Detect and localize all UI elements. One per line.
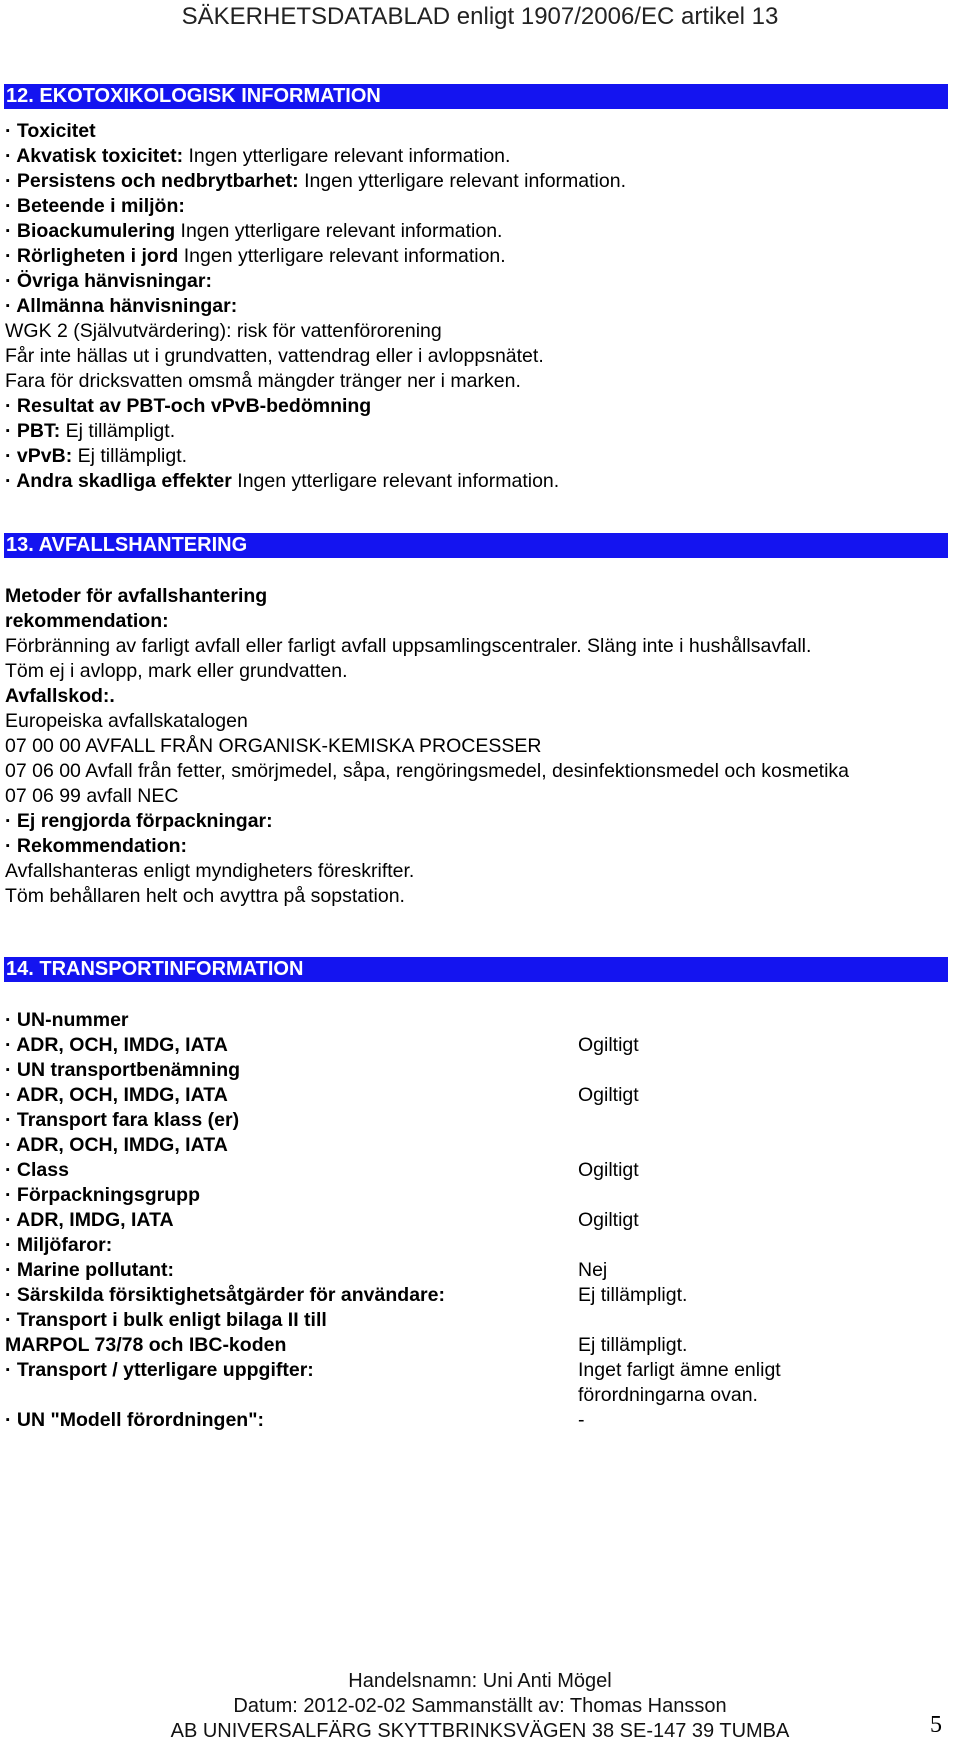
text-line bbox=[5, 394, 950, 419]
section-14-heading: 14. TRANSPORTINFORMATION bbox=[4, 957, 948, 982]
table-row bbox=[5, 1283, 950, 1308]
table-row bbox=[5, 1358, 950, 1408]
table-row bbox=[5, 1308, 950, 1333]
line-text: Förbränning av farligt avfall eller farligt avfall uppsamlingscentraler. Släng inte i hushållsavfall. bbox=[5, 635, 812, 657]
line-text: 07 06 00 Avfall från fetter, smörjmedel, såpa, rengöringsmedel, desinfektionsmedel och kosmetika bbox=[5, 760, 850, 782]
footer-trade-name: Handelsnamn: Uni Anti Mögel bbox=[348, 1670, 612, 1692]
row-label: · UN "Modell förordningen": bbox=[5, 1409, 264, 1431]
document-header: SÄKERHETSDATABLAD enligt 1907/2006/EC artikel 13 bbox=[181, 3, 779, 30]
row-value: Ogiltigt bbox=[578, 1084, 639, 1106]
line-label: · Ej rengjorda förpackningar: bbox=[5, 810, 273, 832]
row-label: · Särskilda försiktighetsåtgärder för användare: bbox=[5, 1284, 445, 1306]
line-text: Ej tillämpligt. bbox=[72, 445, 188, 467]
table-row bbox=[5, 1083, 950, 1108]
text-line bbox=[5, 634, 950, 659]
text-line bbox=[5, 734, 950, 759]
line-text: Ingen ytterligare relevant information. bbox=[298, 170, 626, 192]
row-label: · Transport fara klass (er) bbox=[5, 1109, 240, 1131]
row-value: Ogiltigt bbox=[578, 1159, 639, 1181]
row-label: · Förpackningsgrupp bbox=[5, 1184, 200, 1206]
line-text: Ingen ytterligare relevant information. bbox=[183, 145, 511, 167]
line-text: Får inte hällas ut i grundvatten, vattendrag eller i avloppsnätet. bbox=[5, 345, 544, 367]
text-line bbox=[5, 419, 950, 444]
line-label: · Rörligheten i jord bbox=[5, 245, 179, 267]
table-row bbox=[5, 1108, 950, 1133]
line-label: · Toxicitet bbox=[5, 120, 96, 142]
line-label: · Bioackumulering bbox=[5, 220, 176, 242]
row-label: · UN transportbenämning bbox=[5, 1059, 241, 1081]
line-label: rekommendation: bbox=[5, 610, 169, 632]
text-line bbox=[5, 144, 950, 169]
text-line bbox=[5, 119, 950, 144]
line-text: Töm behållaren helt och avyttra på sopstation. bbox=[5, 885, 405, 907]
text-line bbox=[5, 294, 950, 319]
row-value: Nej bbox=[578, 1259, 608, 1281]
table-row bbox=[5, 1208, 950, 1233]
line-text: Ingen ytterligare relevant information. bbox=[175, 220, 503, 242]
table-row bbox=[5, 1133, 950, 1158]
text-line bbox=[5, 859, 950, 884]
page-number: 5 bbox=[930, 1712, 942, 1738]
line-text: Europeiska avfallskatalogen bbox=[5, 710, 248, 732]
table-row bbox=[5, 1158, 950, 1183]
line-label: · vPvB: bbox=[5, 445, 73, 467]
line-text: Ingen ytterligare relevant information. bbox=[231, 470, 560, 492]
line-text: Töm ej i avlopp, mark eller grundvatten. bbox=[5, 660, 348, 682]
text-line bbox=[5, 884, 950, 909]
section-13-content bbox=[5, 584, 950, 909]
row-label: · Miljöfaror: bbox=[5, 1234, 113, 1256]
row-label: · ADR, OCH, IMDG, IATA bbox=[5, 1034, 228, 1056]
text-line bbox=[5, 319, 950, 344]
line-label: · Andra skadliga effekter bbox=[5, 470, 232, 492]
line-text: Fara för dricksvatten omsmå mängder tränger ner i marken. bbox=[5, 370, 521, 392]
line-label: · Övriga hänvisningar: bbox=[5, 270, 212, 292]
row-value: Ej tillämpligt. bbox=[578, 1334, 688, 1356]
section-13-heading: 13. AVFALLSHANTERING bbox=[4, 533, 948, 558]
text-line bbox=[5, 584, 950, 609]
line-text: 07 00 00 AVFALL FRÅN ORGANISK-KEMISKA PROCESSER bbox=[5, 735, 542, 757]
line-label: · Beteende i miljön: bbox=[5, 195, 185, 217]
text-line bbox=[5, 219, 950, 244]
line-label: · PBT: bbox=[5, 420, 61, 442]
footer-date-line: Datum: 2012-02-02 Sammanställt av: Thomas Hansson bbox=[233, 1695, 727, 1717]
line-text: Ej tillämpligt. bbox=[60, 420, 176, 442]
text-line bbox=[5, 784, 950, 809]
row-label: · Marine pollutant: bbox=[5, 1259, 174, 1281]
row-value: Ogiltigt bbox=[578, 1209, 639, 1231]
table-row bbox=[5, 1183, 950, 1208]
section-12-heading: 12. EKOTOXIKOLOGISK INFORMATION bbox=[4, 84, 948, 109]
footer-address: AB UNIVERSALFÄRG SKYTTBRINKSVÄGEN 38 SE-147 39 TUMBA bbox=[170, 1720, 790, 1742]
line-text: Avfallshanteras enligt myndigheters föreskrifter. bbox=[5, 860, 415, 882]
row-value: Inget farligt ämne enligt förordningarna ovan. bbox=[578, 1359, 781, 1406]
line-label: · Rekommendation: bbox=[5, 835, 188, 857]
text-line bbox=[5, 609, 950, 634]
row-value: - bbox=[578, 1409, 585, 1431]
table-row bbox=[5, 1233, 950, 1258]
table-row bbox=[5, 1333, 950, 1358]
table-row bbox=[5, 1058, 950, 1083]
section-14-table bbox=[5, 1008, 950, 1433]
text-line bbox=[5, 269, 950, 294]
table-row bbox=[5, 1408, 950, 1433]
line-label: · Persistens och nedbrytbarhet: bbox=[5, 170, 299, 192]
row-label: · ADR, OCH, IMDG, IATA bbox=[5, 1084, 228, 1106]
text-line bbox=[5, 169, 950, 194]
row-label: · UN-nummer bbox=[5, 1009, 129, 1031]
text-line bbox=[5, 809, 950, 834]
line-text: 07 06 99 avfall NEC bbox=[5, 785, 179, 807]
text-line bbox=[5, 244, 950, 269]
row-label: · Transport / ytterligare uppgifter: bbox=[5, 1359, 314, 1381]
text-line bbox=[5, 344, 950, 369]
line-label: · Allmänna hänvisningar: bbox=[5, 295, 238, 317]
row-label: MARPOL 73/78 och IBC-koden bbox=[5, 1334, 287, 1356]
text-line bbox=[5, 194, 950, 219]
row-value: Ogiltigt bbox=[578, 1034, 639, 1056]
table-row bbox=[5, 1258, 950, 1283]
table-row bbox=[5, 1008, 950, 1033]
text-line bbox=[5, 369, 950, 394]
text-line bbox=[5, 444, 950, 469]
text-line bbox=[5, 834, 950, 859]
text-line bbox=[5, 759, 950, 784]
row-value: Ej tillämpligt. bbox=[578, 1284, 688, 1306]
line-label: Avfallskod:. bbox=[5, 685, 115, 707]
text-line bbox=[5, 709, 950, 734]
text-line bbox=[5, 684, 950, 709]
line-label: · Resultat av PBT-och vPvB-bedömning bbox=[5, 395, 372, 417]
text-line bbox=[5, 659, 950, 684]
row-label: · Class bbox=[5, 1159, 69, 1181]
table-row bbox=[5, 1033, 950, 1058]
line-label: · Akvatisk toxicitet: bbox=[5, 145, 184, 167]
row-label: · Transport i bulk enligt bilaga II till bbox=[5, 1309, 327, 1331]
text-line bbox=[5, 469, 950, 494]
row-label: · ADR, OCH, IMDG, IATA bbox=[5, 1134, 228, 1156]
line-text: Ingen ytterligare relevant information. bbox=[178, 245, 506, 267]
line-label: Metoder för avfallshantering bbox=[5, 585, 268, 607]
line-text: WGK 2 (Självutvärdering): risk för vattenförorening bbox=[5, 320, 442, 342]
section-12-content bbox=[5, 119, 950, 494]
row-label: · ADR, IMDG, IATA bbox=[5, 1209, 174, 1231]
